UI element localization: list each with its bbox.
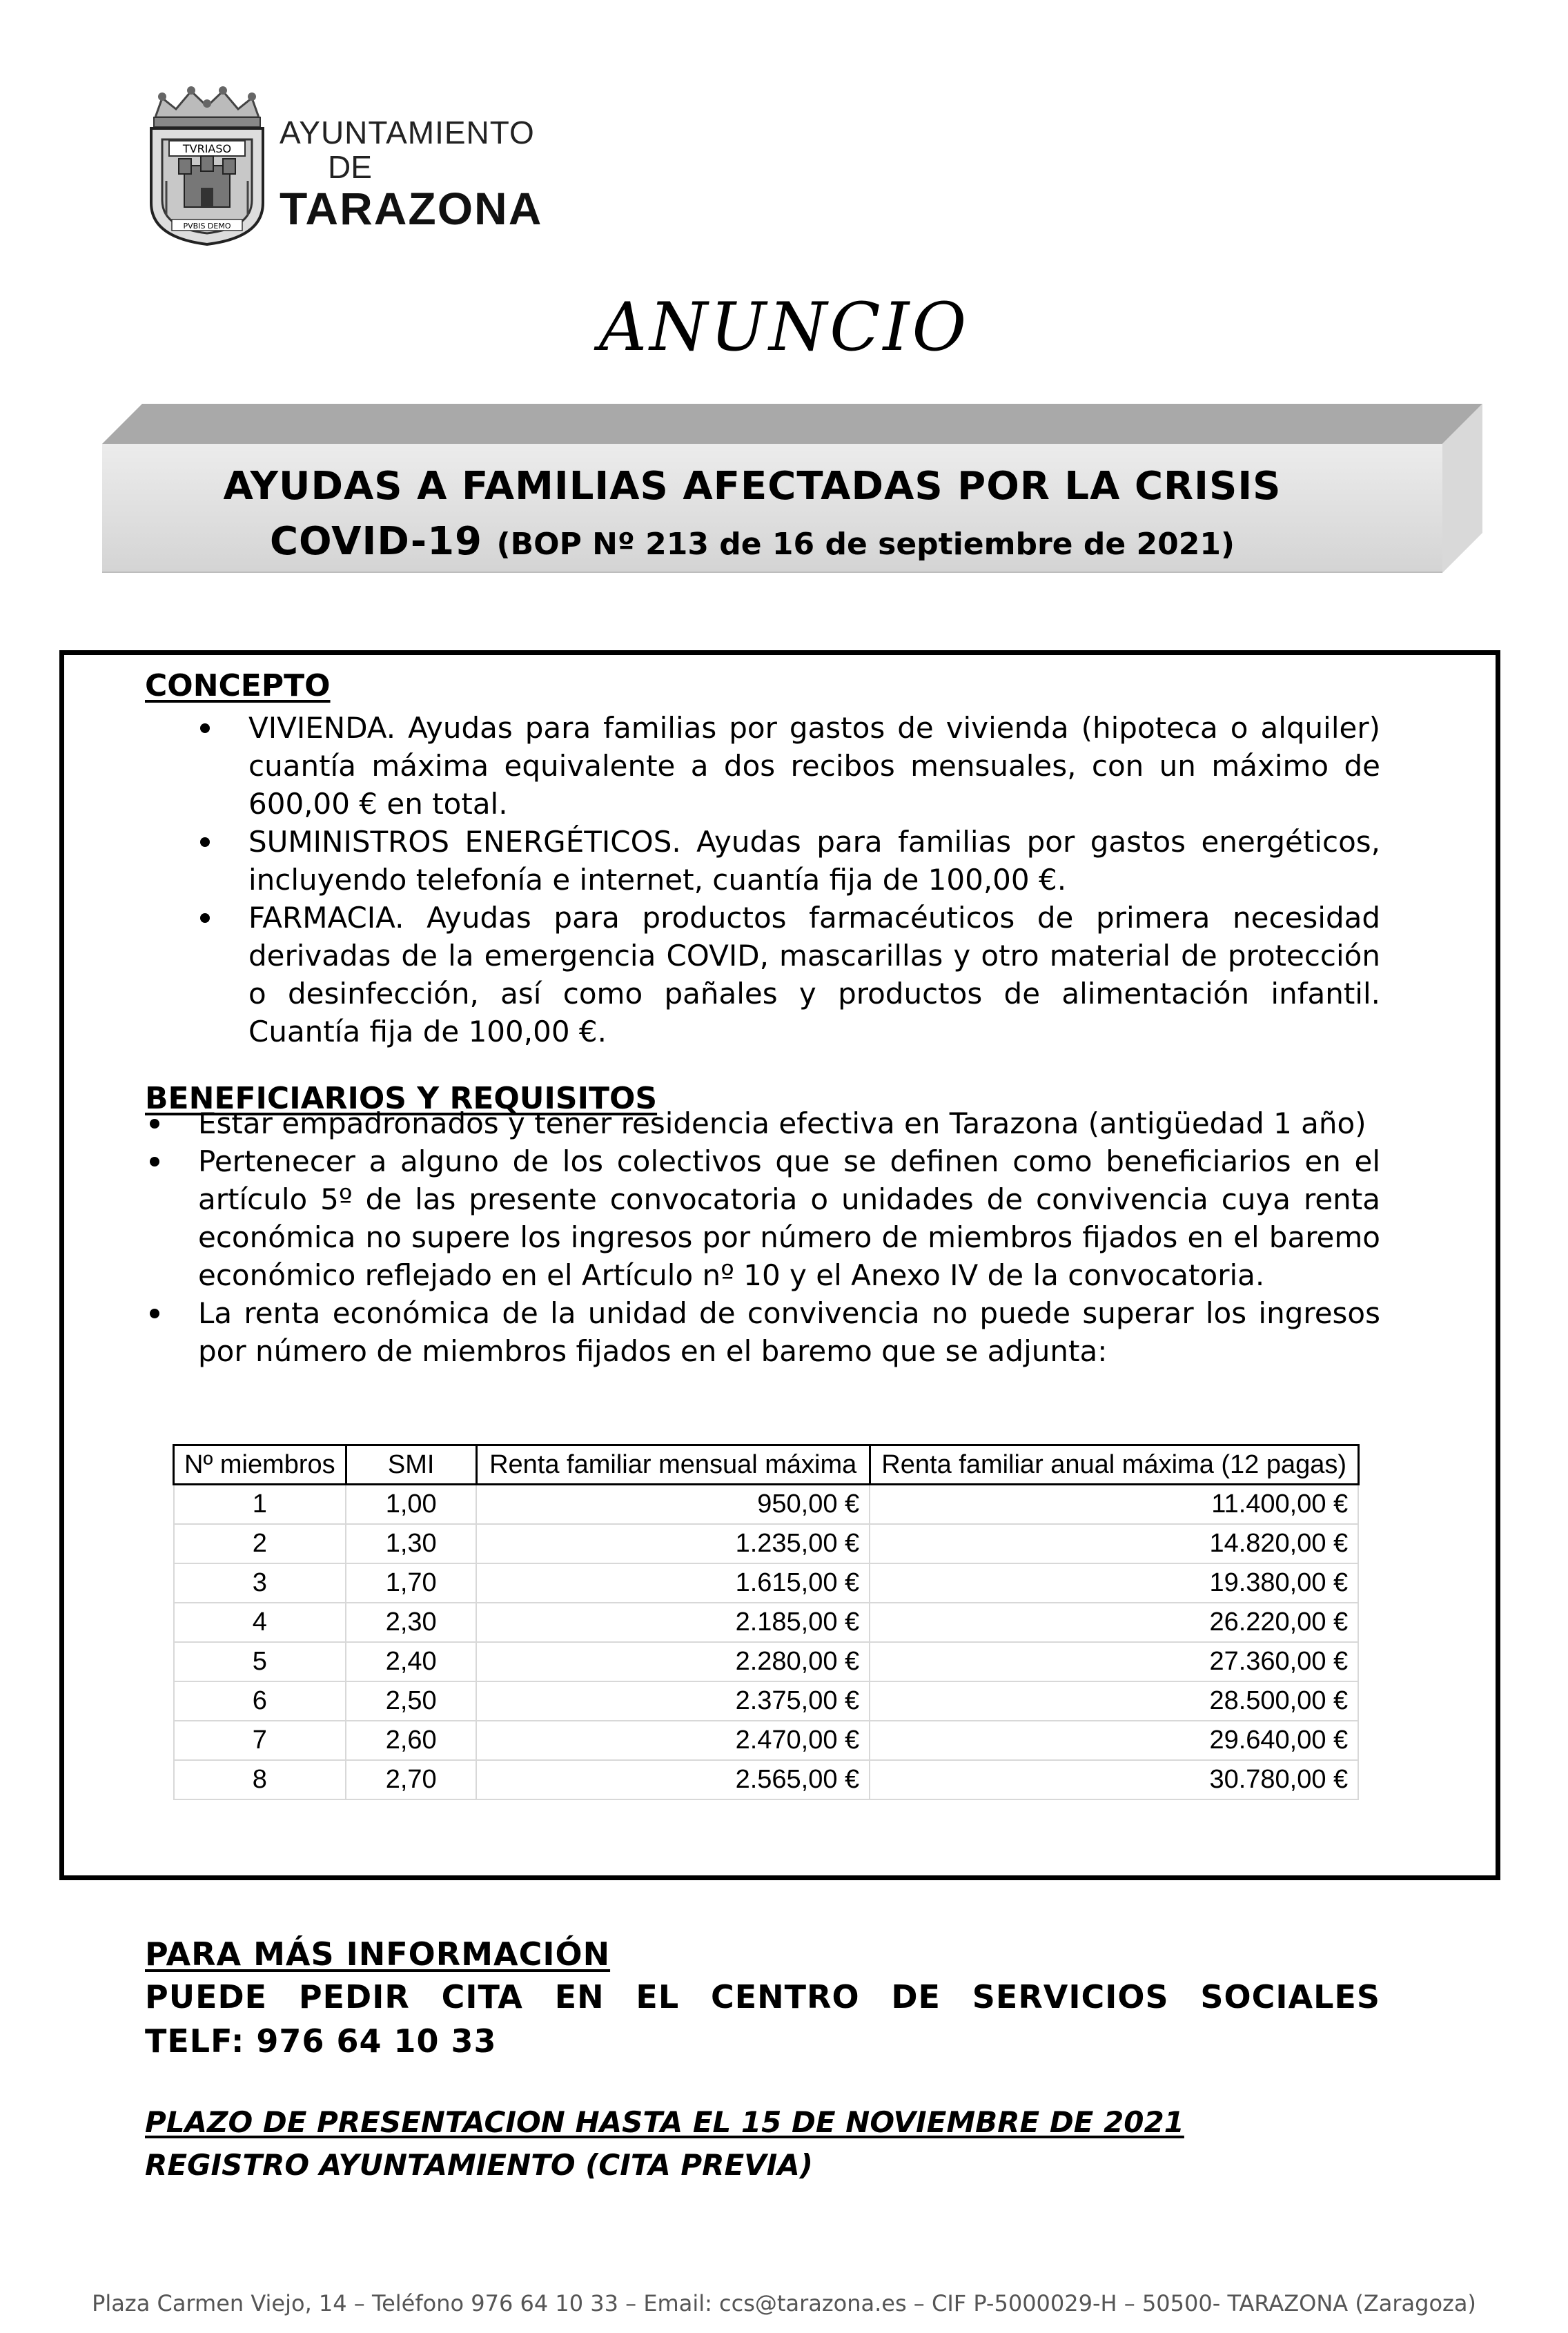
info-cita-line [145,1978,1380,2015]
banner-covid-label: COVID-19 [269,519,483,564]
table-cell: 1,30 [346,1524,476,1563]
info-word: CENTRO [710,1978,860,2015]
concepto-item-farmacia: FARMACIA. Ayudas para productos farmacéuticos de primera necesidad derivadas de la emergencia COVID, mascarillas y otro material de protección o desinfección, así como pañales y productos de alimentación infantil. Cuantía fija de 100,00 €. [248,901,1380,1048]
page-footer-address: Plaza Carmen Viejo, 14 – Teléfono 976 64 10 33 – Email: ccs@tarazona.es – CIF P-5000029-H – 50500- TARAZONA (Zaragoza) [92,2290,1476,2316]
table-cell: 8 [174,1760,346,1799]
ayuntamiento-logo [141,84,543,250]
info-word: PUEDE [145,1978,268,2015]
table-cell: 2,50 [346,1681,476,1721]
table-cell: 2.565,00 € [476,1760,870,1799]
table-cell: 2.280,00 € [476,1642,870,1681]
logo-line-de: DE [328,149,372,185]
list-item [248,823,1380,899]
table-cell: 11.400,00 € [870,1485,1358,1524]
bullet-icon [200,913,210,923]
column-header: Renta familiar anual máxima (12 pagas) [870,1445,1358,1485]
registro-note: REGISTRO AYUNTAMIENTO (CITA PREVIA) [145,2148,813,2182]
bullet-icon [200,723,210,733]
page-title: ANUNCIO [598,289,970,366]
column-header: SMI [346,1445,476,1485]
table-cell: 29.640,00 € [870,1721,1358,1760]
table-row [174,1603,1359,1642]
info-word: PEDIR [298,1978,410,2015]
info-heading: PARA MÁS INFORMACIÓN [145,1935,611,1973]
table-header-row [174,1445,1359,1485]
list-item [198,1104,1380,1142]
table-row [174,1524,1359,1563]
list-item [248,709,1380,823]
table-cell: 1.615,00 € [476,1563,870,1603]
requisito-colectivos: Pertenecer a alguno de los colectivos que se definen como beneficiarios en el artículo 5º de las presente convocatoria o unidades de convivencia cuya renta económica no supere los ingresos por número de miembros fijados en el baremo económico reflejado en el Artículo nº 10 y el Anexo IV de la convocatoria. [198,1144,1380,1292]
table-cell: 1,70 [346,1563,476,1603]
table-cell: 1.235,00 € [476,1524,870,1563]
table-cell: 5 [174,1642,346,1681]
table-row [174,1721,1359,1760]
bullet-icon [200,837,210,847]
table-cell: 30.780,00 € [870,1760,1358,1799]
logo-wordmark [280,115,542,233]
table-cell: 3 [174,1563,346,1603]
info-word: SERVICIOS [972,1978,1169,2015]
table-cell: 6 [174,1681,346,1721]
column-header: Renta familiar mensual máxima [476,1445,870,1485]
table-row [174,1681,1359,1721]
info-word: DE [891,1978,941,2015]
banner-line-1: AYUDAS A FAMILIAS AFECTADAS POR LA CRISIS [223,464,1282,509]
concepto-list [248,709,1380,1051]
tarazona-crest-icon [141,84,273,246]
info-word: EL [636,1978,680,2015]
table-row [174,1563,1359,1603]
concepto-item-vivienda: VIVIENDA. Ayudas para familias por gastos de vivienda (hipoteca o alquiler) cuantía máxima equivalente a dos recibos mensuales, con un máximo de 600,00 € en total. [248,711,1380,821]
info-word: CITA [441,1978,523,2015]
banner-heading [0,459,1505,572]
info-phone: TELF: 976 64 10 33 [145,2022,497,2060]
bullet-icon [150,1157,159,1166]
table-cell: 4 [174,1603,346,1642]
table-cell: 7 [174,1721,346,1760]
svg-text:TVRIASO: TVRIASO [182,142,232,155]
bullet-icon [150,1309,159,1318]
table-cell: 2,40 [346,1642,476,1681]
logo-line-tarazona: TARAZONA [280,183,543,234]
list-item [198,1294,1380,1370]
concepto-item-suministros: SUMINISTROS ENERGÉTICOS. Ayudas para familias por gastos energéticos, incluyendo telefonía e internet, cuantía fija de 100,00 €. [248,825,1380,897]
beneficiarios-list [198,1104,1380,1370]
table-cell: 2 [174,1524,346,1563]
table-cell: 28.500,00 € [870,1681,1358,1721]
bullet-icon [150,1119,159,1129]
plazo-deadline: PLAZO DE PRESENTACION HASTA EL 15 DE NOVIEMBRE DE 2021 [145,2105,1184,2139]
table-cell: 2,30 [346,1603,476,1642]
table-cell: 2,70 [346,1760,476,1799]
baremo-table [173,1444,1360,1800]
list-item [198,1142,1380,1294]
list-item [248,899,1380,1051]
requisito-renta: La renta económica de la unidad de convivencia no puede superar los ingresos por número de miembros fijados en el baremo que se adjunta: [198,1296,1380,1368]
logo-line-ayuntamiento: AYUNTAMIENTO [280,115,535,150]
table-cell: 2.185,00 € [476,1603,870,1642]
table-row [174,1642,1359,1681]
banner-bop-reference: (BOP Nº 213 de 16 de septiembre de 2021) [496,527,1235,562]
table-cell: 27.360,00 € [870,1642,1358,1681]
table-cell: 19.380,00 € [870,1563,1358,1603]
table-row [174,1485,1359,1524]
concepto-heading: CONCEPTO [145,668,331,703]
table-cell: 2.470,00 € [476,1721,870,1760]
banner-line-2 [0,514,1505,572]
table-cell: 14.820,00 € [870,1524,1358,1563]
table-cell: 1,00 [346,1485,476,1524]
beneficiarios-heading: BENEFICIARIOS Y REQUISITOS [145,1081,658,1116]
table-cell: 1 [174,1485,346,1524]
requisito-empadronamiento: Estar empadronados y tener residencia efectiva en Tarazona (antigüedad 1 año) [198,1106,1366,1140]
table-row [174,1760,1359,1799]
column-header: Nº miembros [174,1445,346,1485]
table-cell: 950,00 € [476,1485,870,1524]
svg-text:PVBIS DEMO: PVBIS DEMO [183,222,231,231]
info-word: SOCIALES [1200,1978,1380,2015]
table-cell: 2,60 [346,1721,476,1760]
info-word: EN [554,1978,605,2015]
table-cell: 26.220,00 € [870,1603,1358,1642]
table-cell: 2.375,00 € [476,1681,870,1721]
